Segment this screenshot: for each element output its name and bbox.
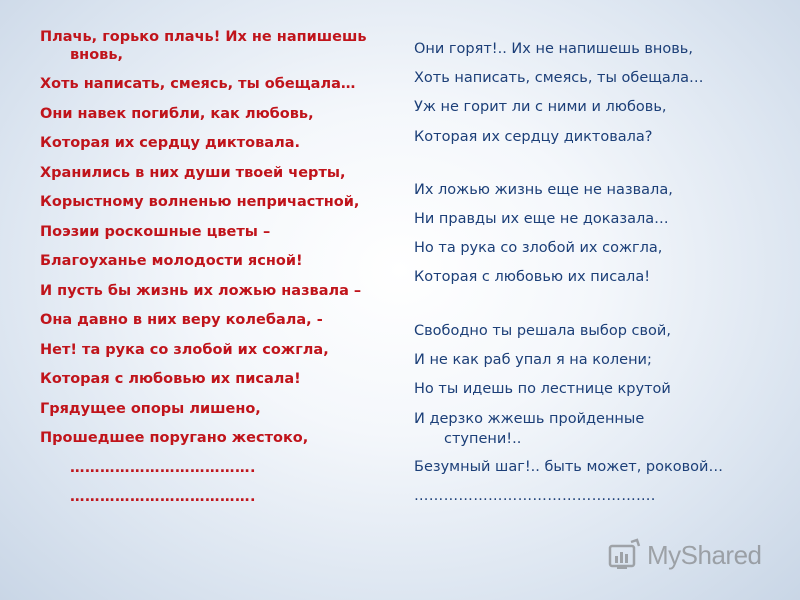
poem-line: Которая с любовью их писала! bbox=[414, 269, 651, 286]
poem-line: И не как раб упал я на колени; bbox=[414, 351, 652, 368]
chart-icon bbox=[607, 538, 641, 572]
poem-line: Которая их сердцу диктовала? bbox=[414, 128, 653, 145]
poem-line bbox=[414, 404, 784, 453]
poem-line: Но ты идешь по лестнице крутой bbox=[414, 381, 671, 398]
poem-line: Свободно ты решала выбор свой, bbox=[414, 322, 671, 339]
watermark-text: MyShared bbox=[647, 539, 762, 570]
poem-line: Хранились в них души твоей черты, bbox=[40, 164, 346, 181]
poem-line: Они горят!.. Их не напишешь вновь, bbox=[414, 41, 693, 57]
poem-line: Которая их сердцу диктовала. bbox=[40, 135, 300, 151]
ellipsis-line: …………………………………………. bbox=[414, 488, 656, 505]
poem-line: Хоть написать, смеясь, ты обещала… bbox=[40, 76, 356, 92]
poem-line: Их ложью жизнь еще не назвала, bbox=[414, 181, 673, 198]
poem-line bbox=[40, 23, 380, 70]
poem-line: Безумный шаг!.. быть может, роковой… bbox=[414, 459, 723, 476]
poem-line: Они навек погибли, как любовь, bbox=[40, 105, 314, 122]
stanza-gap bbox=[414, 293, 784, 317]
stanza-gap bbox=[414, 152, 784, 176]
poem-line: Ни правды их еще не доказала… bbox=[414, 211, 669, 228]
poem-line-continuation: вновь, bbox=[70, 47, 124, 63]
ellipsis-line: ………………………………. bbox=[70, 489, 257, 505]
poem-line: Благоуханье молодости ясной! bbox=[40, 253, 303, 269]
poem-line-text: И дерзко жжешь пройденные bbox=[414, 411, 645, 428]
right-poem bbox=[414, 35, 784, 512]
poem-line: И пусть бы жизнь их ложью назвала – bbox=[40, 282, 362, 299]
poem-line: Корыстному волненью непричастной, bbox=[40, 194, 360, 210]
poem-line: Грядущее опоры лишено, bbox=[40, 400, 261, 417]
left-poem bbox=[40, 23, 380, 513]
poem-line: Нет! та рука со злобой их сожгла, bbox=[40, 341, 329, 358]
poem-line: Но та рука со злобой их сожгла, bbox=[414, 240, 663, 257]
poem-line: Хоть написать, смеясь, ты обещала… bbox=[414, 70, 704, 87]
myshared-watermark bbox=[607, 537, 762, 573]
poem-line: Она давно в них веру колебала, - bbox=[40, 312, 323, 328]
ellipsis-line: ………………………………. bbox=[70, 459, 257, 476]
poem-line: Прошедшее поругано жестоко, bbox=[40, 430, 309, 446]
poem-line-text: Плачь, горько плачь! Их не напишешь bbox=[40, 29, 367, 45]
poem-line-continuation: ступени!.. bbox=[444, 431, 522, 448]
poem-line: Которая с любовью их писала! bbox=[40, 371, 301, 387]
poem-line: Поэзии роскошные цветы – bbox=[40, 223, 271, 240]
poem-line: Уж не горит ли с ними и любовь, bbox=[414, 99, 667, 116]
